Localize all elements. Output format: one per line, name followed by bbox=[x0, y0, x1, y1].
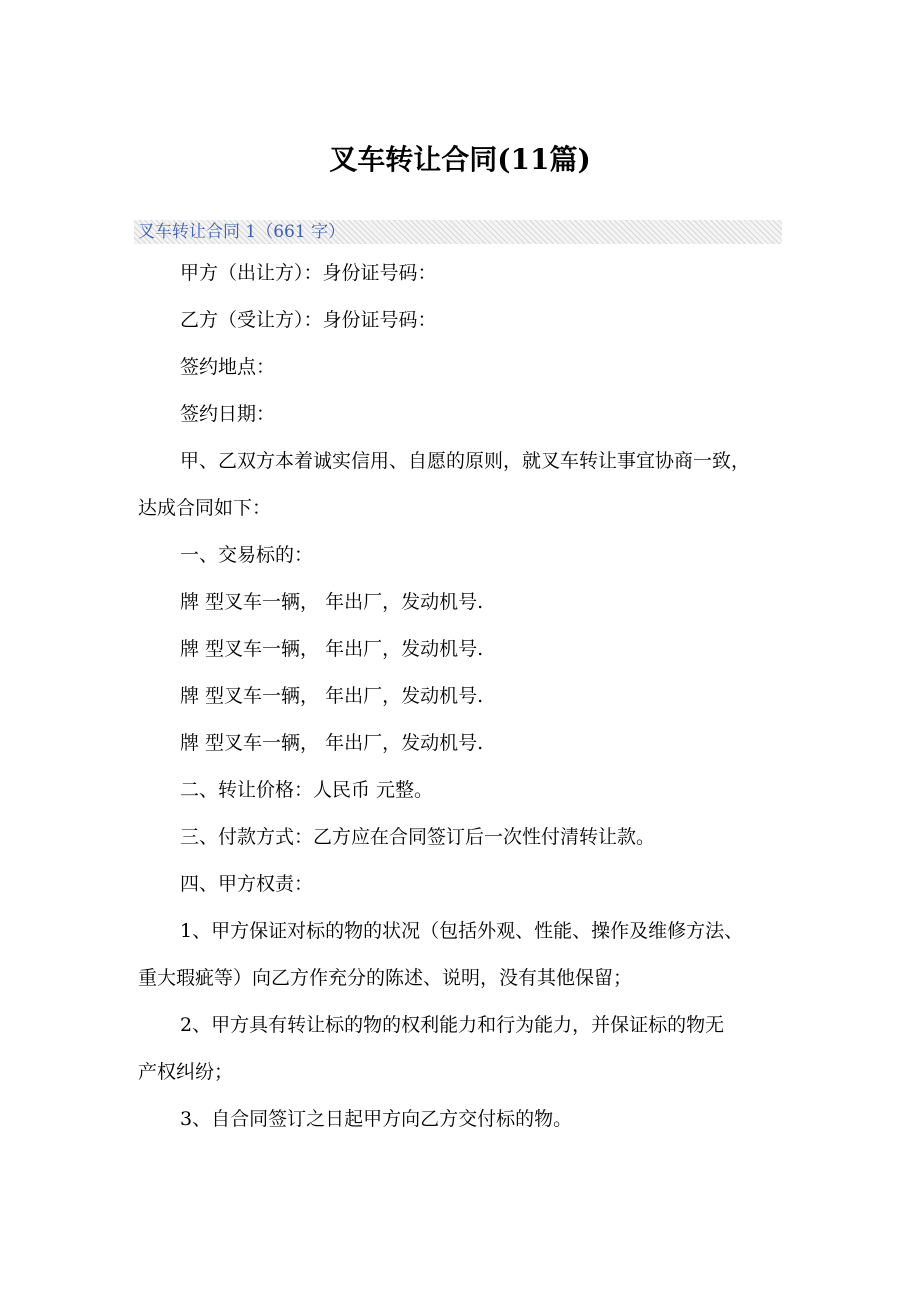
paragraph-line: 牌 型叉车一辆， 年出厂，发动机号. bbox=[180, 638, 484, 660]
section-heading: 叉车转让合同 1（661 字） bbox=[138, 222, 346, 242]
paragraph-continuation-line: 达成合同如下： bbox=[138, 497, 272, 519]
paragraph-line: 甲、乙双方本着诚实信用、自愿的原则，就叉车转让事宜协商一致， bbox=[180, 450, 751, 472]
paragraph-line: 1、甲方保证对标的物的状况（包括外观、性能、操作及维修方法、 bbox=[180, 920, 744, 942]
paragraph-line: 签约日期： bbox=[180, 403, 276, 425]
paragraph-line: 一、交易标的： bbox=[180, 544, 314, 566]
paragraph-line: 牌 型叉车一辆， 年出厂，发动机号. bbox=[180, 591, 484, 613]
document-title: 叉车转让合同(11篇) bbox=[329, 143, 591, 176]
paragraph-line: 签约地点： bbox=[180, 356, 276, 378]
paragraph-line: 甲方（出让方）：身份证号码： bbox=[180, 262, 437, 284]
paragraph-line: 二、转让价格：人民币 元整。 bbox=[180, 779, 434, 801]
paragraph-line: 三、付款方式：乙方应在合同签订后一次性付清转让款。 bbox=[180, 826, 656, 848]
paragraph-line: 3、自合同签订之日起甲方向乙方交付标的物。 bbox=[180, 1108, 573, 1130]
paragraph-line: 2、甲方具有转让标的物的权利能力和行为能力，并保证标的物无 bbox=[180, 1014, 725, 1036]
paragraph-line: 牌 型叉车一辆， 年出厂，发动机号. bbox=[180, 732, 484, 754]
paragraph-continuation-line: 重大瑕疵等）向乙方作充分的陈述、说明，没有其他保留； bbox=[138, 967, 633, 989]
paragraph-line: 乙方（受让方）：身份证号码： bbox=[180, 309, 437, 331]
paragraph-line: 四、甲方权责： bbox=[180, 873, 314, 895]
paragraph-line: 牌 型叉车一辆， 年出厂，发动机号. bbox=[180, 685, 484, 707]
paragraph-continuation-line: 产权纠纷； bbox=[138, 1061, 234, 1083]
